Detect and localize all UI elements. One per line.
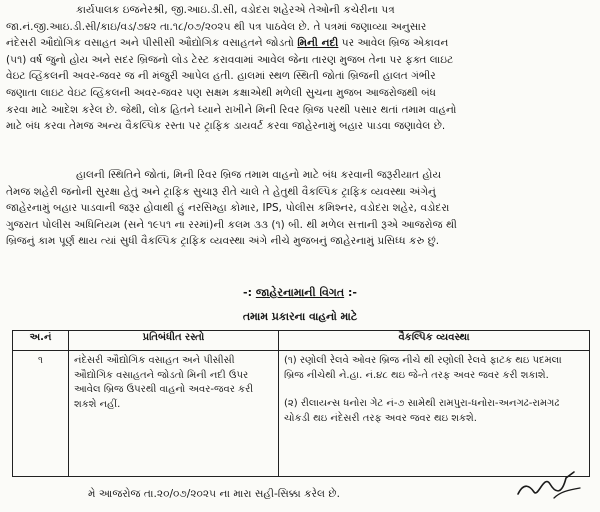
- table-row: [13, 351, 590, 477]
- paragraph-1-line: જણાતા લાઇટ વેઇટ વ્હિકલની અવર-જવર પણ સક્ષમ કક્ષાએથી મળેલી સુચના મુજબ આજરોજથી બંધ: [6, 86, 436, 99]
- header-restricted-road: પ્રતિબંધીત રસ્તો: [69, 331, 279, 351]
- cell-serial: ૧: [13, 351, 69, 477]
- paragraph-1-line3-tail: પર આવેલ બ્રિજ એકાવન: [341, 37, 449, 50]
- handwritten-signature: [510, 464, 590, 504]
- paragraph-2-line: ગુજરાત પોલીસ અધિનિયમ (સને ૧૯૫૧ ના રરમાં)ની કલમ ૩૩ (૧) બી. થી મળેલ સત્તાની રૂએ આજરોજ થી: [6, 218, 457, 231]
- alternative-option: (૨) રીલાયન્સ ધનોરા ગેટ નં-૭ સામેથી રામપુરા-ધનોરા-અનગઢ-રામગઢ ચોકડી થઇ નંદેસરી તરફ અવર જવર થઇ શકશે.: [284, 398, 560, 424]
- paragraph-1-line: [6, 35, 594, 52]
- section-heading: [0, 286, 600, 300]
- paragraph-2-line: તેમજ શહેરી જનોની સુરક્ષા હેતું અને ટ્રાફિક સુચારૂ રીતે ચાલે તે હેતુથી વૈકલ્પિક ટ્રાફિક વ્યવસ્થા અંગેનું: [6, 185, 436, 198]
- paragraph-1-line: કરવા માટે આદેશ કરેલ છે. જેથી, લોક હિતને ધ્યાને રાખીને મિની રિવર બ્રિજ પરથી પસાર થતાં તમામ વાહનો: [6, 103, 457, 116]
- section-heading-suffix: :-: [347, 286, 357, 299]
- cell-restricted-road: નંદેસરી ઔદ્યોગિક વસાહત અને પીસીસી ઔદ્યોગિક વસાહતને જોડતો મિની નદી ઉપર આવેલ બ્રિજ ઉપરથી વાહનો અવર-જવર કરી શકશે નહીં.: [69, 351, 279, 477]
- section-heading-text: જાહેરનામાની વિગત: [255, 286, 345, 299]
- paragraph-1-line: કાર્યપાલક ઇજનેરશ્રી, જી.આઇ.ડી.સી, વડોદરા શહેરએ તેઓની કચેરીના પત્ર: [76, 4, 395, 16]
- emphasis-mini-river: મિની નદી: [297, 37, 339, 50]
- paragraph-2-line: જાહેરનામું બહાર પાડવાની જરૂર હોવાથી હું નરસિમ્હા કોમાર, IPS, પોલીસ કમિશ્નર, વડોદરા શહેર, વડોદરા: [6, 202, 450, 215]
- paragraph-2-line: બ્રિજનું કામ પૂર્ણ થાય ત્યાં સુધી વૈકલ્પિક ટ્રાફિક વ્યવસ્થા અંગે નીચે મુજબનું જાહેરનામું પ્રસિધ્ધ કરુ છું.: [6, 235, 440, 248]
- signature-statement: મે આજરોજ તા.૨૦/૦૭/૨૦૨૫ ના મારા સહી-સિક્કા કરેલ છે.: [88, 488, 340, 500]
- table-title: તમામ પ્રકારના વાહનો માટે: [242, 310, 358, 323]
- paragraph-1-line: (૫૧) વર્ષ જુનો હોય અને સદર બ્રિજનો લોડ ટેસ્ટ કરાવવામાં આવેલ જેના તારણ મુજબ તેના પર ફક્ત લાઇટ: [6, 53, 454, 66]
- header-serial: અ.નં: [13, 331, 69, 351]
- section-heading-prefix: -:: [243, 286, 252, 299]
- table-header-row: [13, 331, 590, 351]
- alternative-option: (૧) રણોલી રેલવે ઓવર બ્રિજ નીચે થી રણોલી રેલવે ફાટક થઇ પદમલા બ્રિજ નીચેથી ને.હા. નં.૪૮ થઇ જે-તે તરફ અવર જવર કરી શકાશે.: [284, 355, 562, 381]
- paragraph-2-line: હાલની સ્થિતિને જોતાં, મિની રિવર બ્રિજ તમામ વાહનો માટે બંધ કરવાની જરૂરીયાત હોય: [76, 169, 442, 181]
- paragraph-1-line3-head: નંદેસરી ઔદ્યોગિક વસાહત અને પીસીસી ઔદ્યોગિક વસાહતને જોડતો: [6, 37, 294, 50]
- paragraph-1-line: જા.નં.જી.આઇ.ડી.સી/કાઇ/વડ/૭૪૨ તા.૧૮/૦૭/૨૦૨૫ થી પત્ર પાઠવેલ છે. તે પત્રમાં જણાવ્યા અનુસાર: [6, 20, 427, 33]
- notification-table: [12, 330, 590, 477]
- paragraph-2: [6, 167, 594, 250]
- paragraph-1-line: વેઇટ વ્હિકલની અવર-જવર જ ની મંજુરી આપેલ હતી. હાલમાં સ્થળ સ્થિતી જોતાં બ્રિજની હાલત ગંભીર: [6, 70, 436, 83]
- header-alternative-arrangement: વૈકલ્પિક વ્યવસ્થા: [279, 331, 590, 351]
- paragraph-1-line: માટે બંધ કરવા તેમજ અન્ય વૈકલ્પિક રસ્તા પર ટ્રાફિક ડાયવર્ટ કરવા જાહેરનામું બહાર પાડવા જણાવેલ છે.: [6, 120, 446, 133]
- paragraph-1: [6, 2, 594, 135]
- cell-alternatives: [279, 351, 590, 477]
